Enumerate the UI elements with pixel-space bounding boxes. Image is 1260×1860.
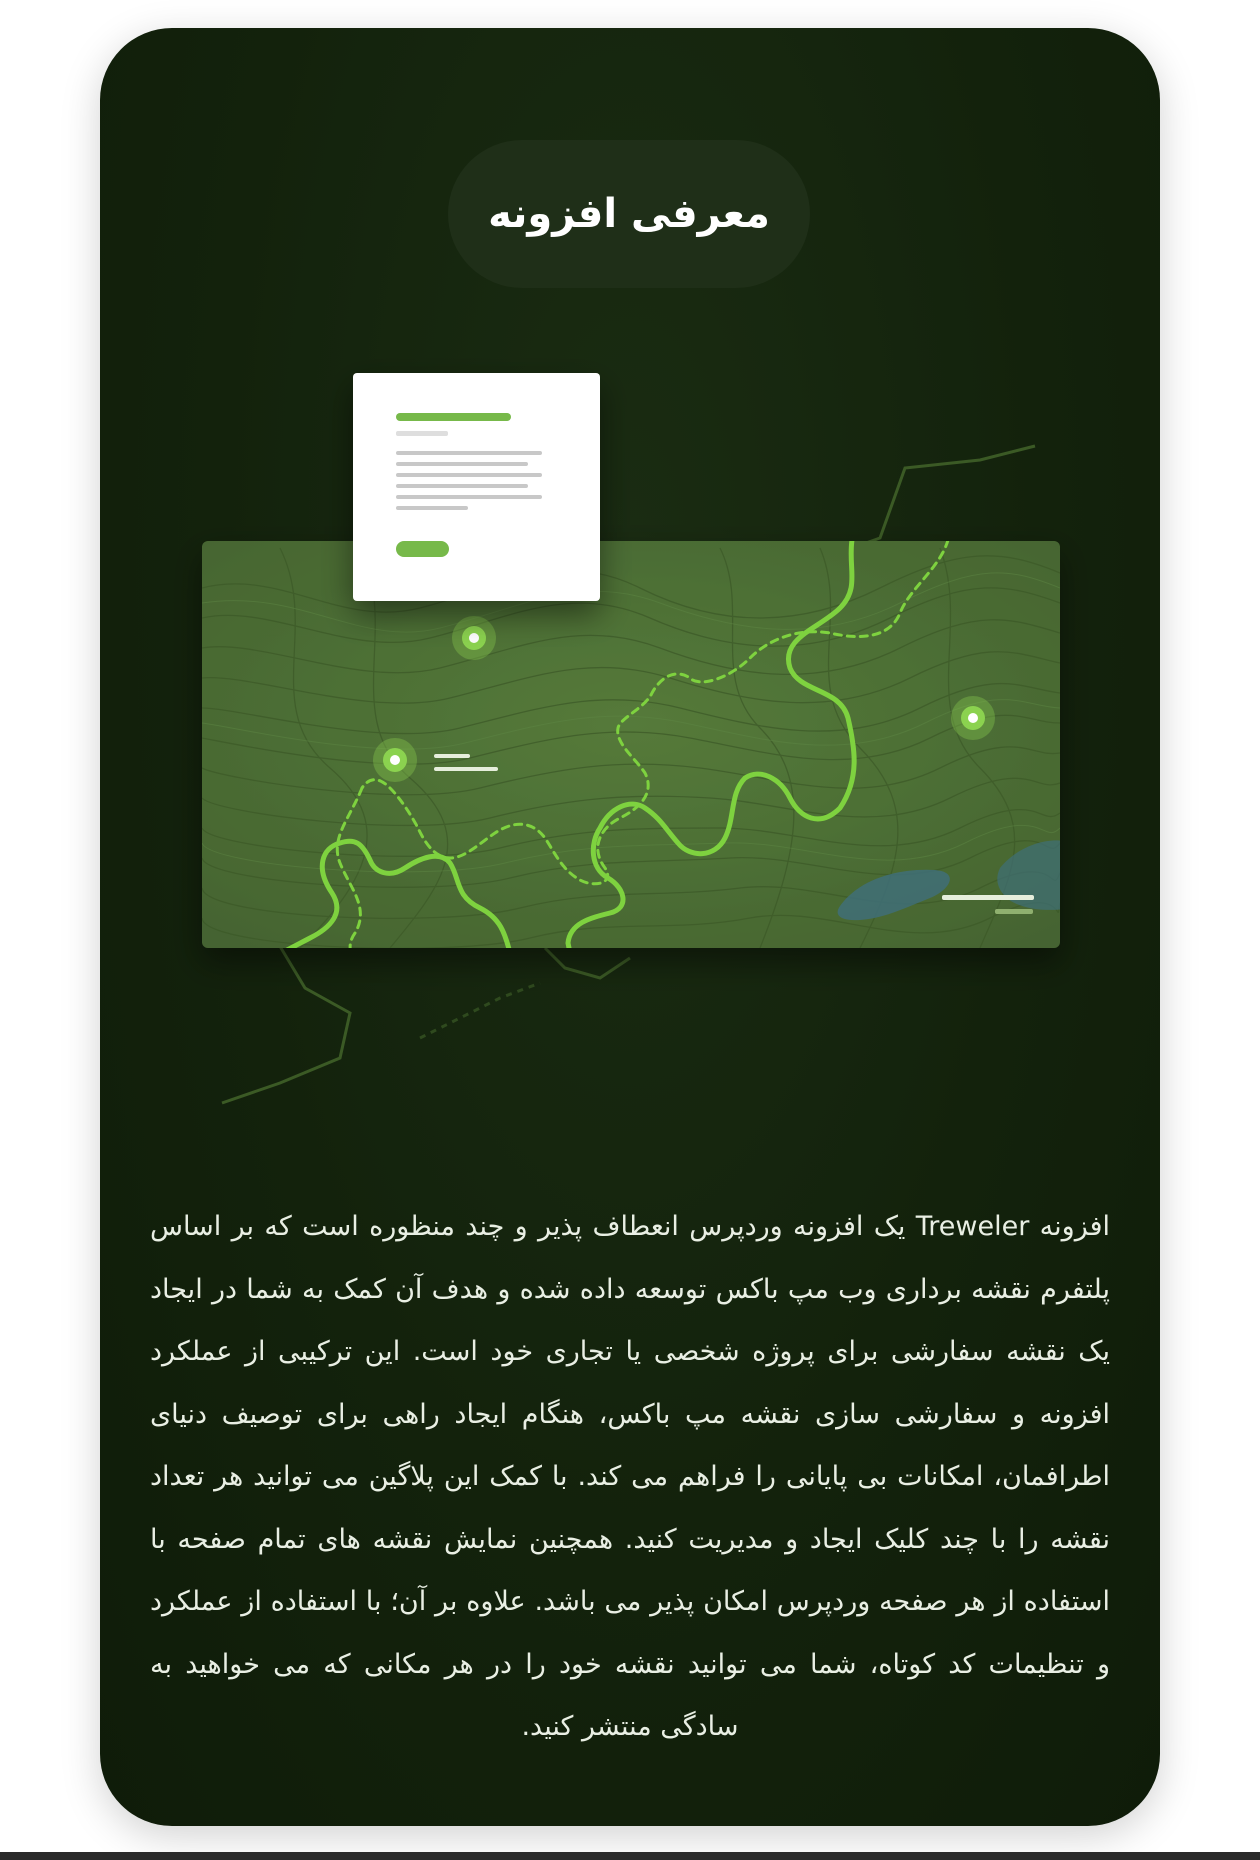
popup-title-bar bbox=[396, 413, 511, 421]
map-marker-right bbox=[951, 696, 995, 740]
popup-subtitle-bar bbox=[396, 431, 448, 436]
popup-line-5 bbox=[396, 495, 542, 499]
section-description: افزونه Treweler یک افزونه وردپرس انعطاف پذیر و چند منظوره است که بر اساس پلتفرم نقشه برداری وب مپ باکس توسعه داده شده و هدف آن کمک به شما در ایجاد یک نقشه سفارشی برای پروژه شخصی یا تجاری خود است. این ترکیبی از عملکرد افزونه و سفارشی سازی نقشه مپ باکس، هنگام ایجاد راهی برای توصیف دنیای اطرافمان، امکانات بی پایانی را فراهم می کند. با کمک این پلاگین می توانید هر تعداد نقشه را با چند کلیک ایجاد و مدیریت کنید. همچنین نمایش نقشه های تمام صفحه با استفاده از هر صفحه وردپرس امکان پذیر می باشد. علاوه بر آن؛ با استفاده از عملکرد و تنظیمات کد کوتاه، شما می توانید نقشه خود را در هر مکانی که می خواهید به سادگی منتشر کنید. bbox=[150, 1211, 1111, 1742]
map-illustration bbox=[100, 28, 1160, 1168]
popup-line-4 bbox=[396, 484, 528, 488]
map-scale-bar-secondary bbox=[995, 909, 1033, 914]
popup-button bbox=[396, 541, 449, 557]
popup-line-2 bbox=[396, 462, 528, 466]
background-route-lower bbox=[222, 943, 350, 1103]
bottom-edge-strip bbox=[0, 1852, 1260, 1860]
marker-label-line-2 bbox=[434, 767, 498, 771]
map-marker-top bbox=[452, 616, 496, 660]
map-marker-left bbox=[373, 738, 417, 782]
background-route-bottom bbox=[545, 948, 630, 978]
background-route-lower-right bbox=[420, 983, 540, 1038]
background-route bbox=[852, 446, 1035, 548]
marker-label-line-1 bbox=[434, 754, 470, 758]
section-title: معرفی افزونه bbox=[488, 191, 770, 237]
map-scale-bar bbox=[942, 895, 1034, 900]
popup-line-3 bbox=[396, 473, 542, 477]
intro-card bbox=[100, 28, 1160, 1826]
popup-line-1 bbox=[396, 451, 542, 455]
popup-line-6 bbox=[396, 506, 468, 510]
